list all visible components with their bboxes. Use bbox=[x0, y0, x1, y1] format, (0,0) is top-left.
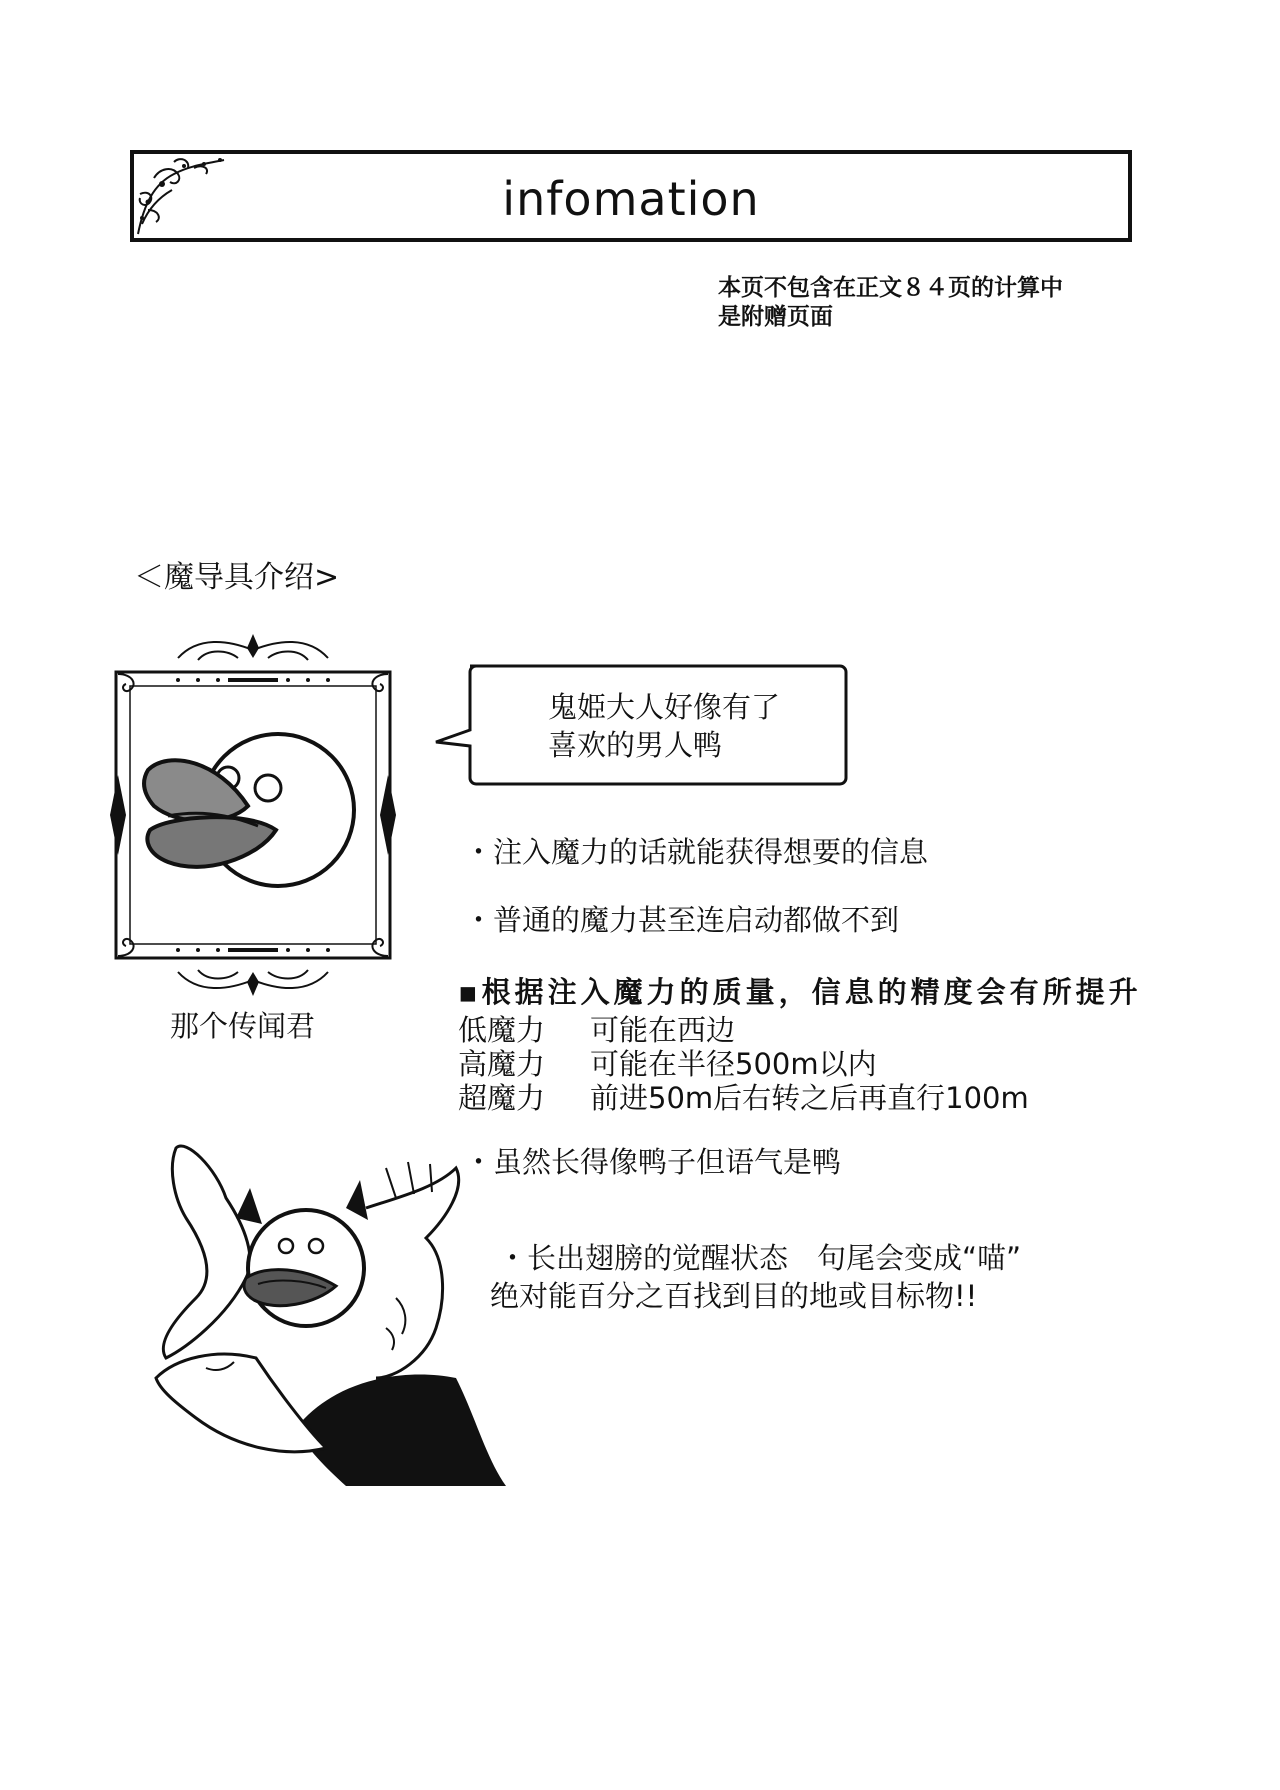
character-caption: 那个传闻君 bbox=[170, 1009, 316, 1043]
level-desc: 前进50m后右转之后再直行100m bbox=[590, 1081, 1029, 1115]
note-line-2: 是附赠页面 bbox=[718, 304, 833, 330]
title-box bbox=[130, 150, 1132, 242]
ornate-frame-icon bbox=[108, 630, 398, 1000]
point-2: ・普通的魔力甚至连启动都做不到 bbox=[464, 903, 900, 937]
level-name: 超魔力 bbox=[458, 1081, 546, 1115]
awakened-duck-illustration-icon bbox=[146, 1128, 516, 1498]
point-3: ▪根据注入魔力的质量，信息的精度会有所提升 bbox=[458, 975, 1142, 1009]
page-title: infomation bbox=[502, 172, 760, 226]
duck-creature-icon bbox=[144, 734, 354, 886]
bubble-line-2: 喜欢的男人鸭 bbox=[548, 728, 723, 762]
level-name: 低魔力 bbox=[458, 1013, 546, 1047]
point-5-line-1: ・长出翅膀的觉醒状态 句尾会变成“喵” bbox=[498, 1241, 1022, 1275]
level-desc: 可能在半径500m以内 bbox=[590, 1047, 877, 1081]
note-line-1: 本页不包含在正文８４页的计算中 bbox=[718, 275, 1063, 301]
level-desc: 可能在西边 bbox=[590, 1013, 736, 1047]
point-5-line-2: 绝对能百分之百找到目的地或目标物!! bbox=[490, 1279, 978, 1313]
point-1: ・注入魔力的话就能获得想要的信息 bbox=[464, 835, 929, 869]
level-name: 高魔力 bbox=[458, 1047, 546, 1081]
bubble-line-1: 鬼姫大人好像有了 bbox=[548, 690, 781, 724]
page-note bbox=[718, 274, 1063, 332]
section-heading: ＜魔导具介绍> bbox=[134, 560, 340, 595]
level-super bbox=[458, 1076, 1029, 1117]
speech-bubble-text bbox=[548, 688, 780, 764]
point-4: ・虽然长得像鸭子但语气是鸭 bbox=[464, 1145, 842, 1179]
